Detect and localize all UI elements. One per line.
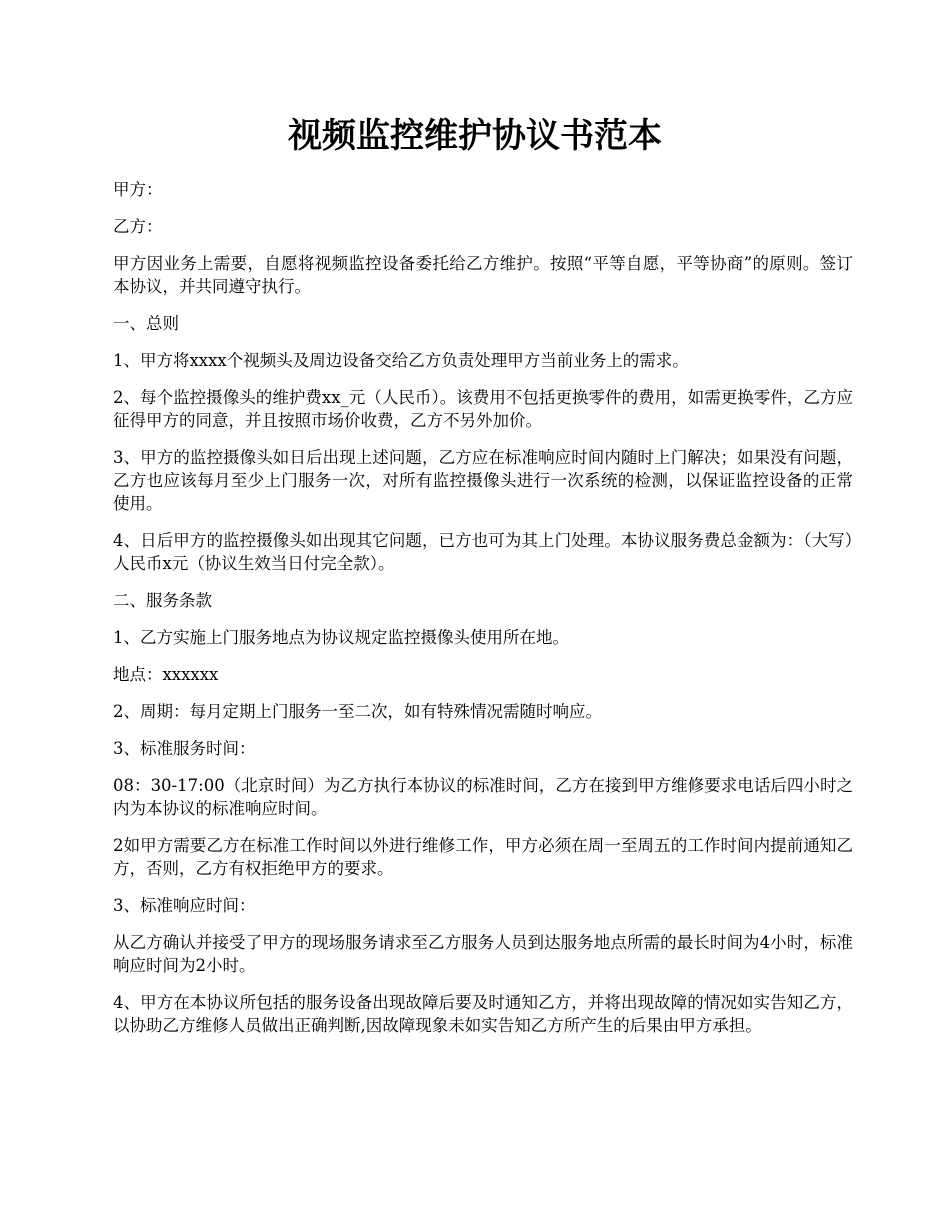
general-clause-1: 1、甲方将xxxx个视频头及周边设备交给乙方负责处理甲方当前业务上的需求。 (113, 351, 689, 370)
service-clause-4: 4、甲方在本协议所包括的服务设备出现故障后要及时通知乙方，并将出现故障的情况如实告知乙方，以协助乙方维修人员做出正确判断,因故障现象未如实告知乙方所产生的后果由甲方承担。 (113, 993, 853, 1035)
general-clause-4: 4、日后甲方的监控摄像头如出现其它问题，已方也可为其上门处理。本协议服务费总金额为：（大写）人民币x元（协议生效当日付完全款）。 (113, 531, 853, 573)
document-title: 视频监控维护协议书范本 (288, 116, 662, 156)
intro-paragraph: 甲方因业务上需要，自愿将视频监控设备委托给乙方维护。按照“平等自愿，平等协商”的原则。签订本协议，并共同遵守执行。 (113, 254, 853, 296)
service-clause-2: 2、周期：每月定期上门服务一至二次，如有特殊情况需随时响应。 (113, 702, 602, 721)
overtime-paragraph: 2如甲方需要乙方在标准工作时间以外进行维修工作，甲方必须在周一至周五的工作时间内提前通知乙方，否则，乙方有权拒绝甲方的要求。 (113, 836, 853, 878)
response-time-paragraph: 从乙方确认并接受了甲方的现场服务请求至乙方服务人员到达服务地点所需的最长时间为4小时，标准响应时间为2小时。 (113, 933, 853, 975)
service-location: 地点：xxxxxx (113, 665, 219, 684)
party-b-line: 乙方： (113, 217, 163, 236)
service-clause-1: 1、乙方实施上门服务地点为协议规定监控摄像头使用所在地。 (113, 628, 569, 647)
general-clause-3: 3、甲方的监控摄像头如日后出现上述问题，乙方应在标准响应时间内随时上门解决；如果没有问题，乙方也应该每月至少上门服务一次，对所有监控摄像头进行一次系统的检测，以保证监控设备的正常使用。 (113, 448, 853, 513)
general-clause-2: 2、每个监控摄像头的维护费xx_元（人民币）。该费用不包括更换零件的费用，如需更换零件，乙方应征得甲方的同意，并且按照市场价收费，乙方不另外加价。 (113, 388, 853, 430)
party-a-line: 甲方： (113, 180, 163, 199)
service-clause-3-heading: 3、标准服务时间： (113, 739, 256, 758)
service-hours-paragraph: 08：30-17:00（北京时间）为乙方执行本协议的标准时间，乙方在接到甲方维修要求电话后四小时之内为本协议的标准响应时间。 (113, 776, 853, 818)
response-time-heading: 3、标准响应时间： (113, 896, 256, 915)
section-heading-service: 二、服务条款 (113, 591, 212, 610)
section-heading-general: 一、总则 (113, 314, 179, 333)
document-body (113, 178, 853, 1051)
